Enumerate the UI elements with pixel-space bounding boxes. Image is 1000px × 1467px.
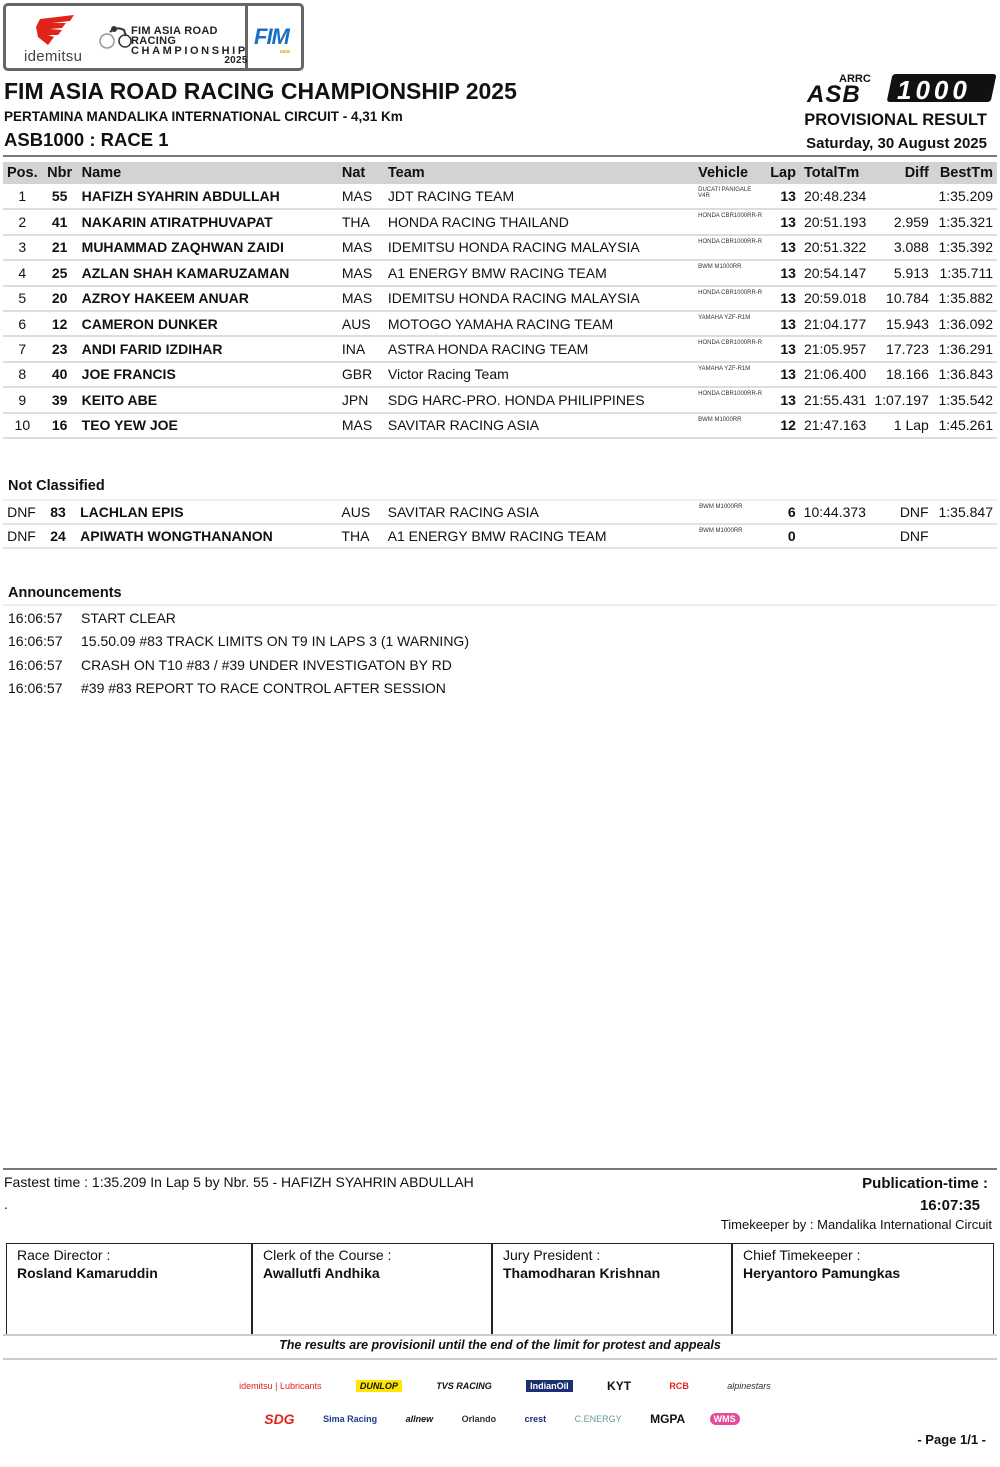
sponsor-logo: C.ENERGY xyxy=(574,1414,622,1424)
sponsor-logo: Sima Racing xyxy=(323,1414,378,1424)
nat-cell: GBR xyxy=(338,362,384,387)
disclaimer: The results are provisionil until the end of the limit for protest and appeals xyxy=(279,1338,721,1352)
footer-divider xyxy=(3,1168,997,1170)
totaltm-cell: 21:47.163 xyxy=(800,413,870,438)
vehicle-cell: HONDA CBR1000RR-R xyxy=(694,387,766,412)
team-cell: IDEMITSU HONDA RACING MALAYSIA xyxy=(384,286,694,311)
col-besttm: BestTm xyxy=(933,162,997,184)
announcements-title: Announcements xyxy=(8,585,122,601)
announcement-text: START CLEAR xyxy=(81,609,176,626)
official-role: Clerk of the Course : xyxy=(263,1247,392,1263)
nbr-cell: 25 xyxy=(42,260,78,285)
asb1000-logo xyxy=(805,72,999,104)
team-cell: SDG HARC-PRO. HONDA PHILIPPINES xyxy=(384,387,694,412)
diff-cell: 5.913 xyxy=(870,260,933,285)
col-lap: Lap xyxy=(766,162,800,184)
nbr-cell: 23 xyxy=(42,336,78,361)
nbr-cell: 55 xyxy=(42,184,78,209)
table-row xyxy=(3,387,997,412)
announcement-item xyxy=(3,606,997,630)
sponsor-row-2 xyxy=(250,1410,750,1428)
sponsor-logo: KYT xyxy=(607,1379,632,1393)
lap-cell: 13 xyxy=(766,184,800,209)
official-race-director xyxy=(6,1243,252,1336)
vehicle-cell: BWM M1000RR xyxy=(694,260,766,285)
arrc-line2: CHAMPIONSHIP xyxy=(131,45,248,57)
diff-cell: 1:07.197 xyxy=(870,387,933,412)
col-vehicle: Vehicle xyxy=(694,162,766,184)
table-row xyxy=(3,413,997,438)
announcement-text: CRASH ON T10 #83 / #39 UNDER INVESTIGATON BY RD xyxy=(81,656,452,673)
asb-arrc-text: ARRC xyxy=(839,73,871,85)
nbr-cell: 21 xyxy=(42,235,78,260)
results-header-row xyxy=(3,162,997,184)
team-cell: MOTOGO YAMAHA RACING TEAM xyxy=(384,311,694,336)
totaltm-cell xyxy=(800,524,871,548)
lap-cell: 0 xyxy=(768,524,800,548)
nat-cell: INA xyxy=(338,336,384,361)
totaltm-cell: 21:04.177 xyxy=(800,311,870,336)
nbr-cell: 83 xyxy=(40,500,76,524)
nbr-cell: 16 xyxy=(42,413,78,438)
name-cell: KEITO ABE xyxy=(78,387,338,412)
sponsor-logo: MGPA xyxy=(650,1412,686,1426)
col-totaltm: TotalTm xyxy=(800,162,870,184)
nat-cell: THA xyxy=(337,524,383,548)
totaltm-cell: 21:06.400 xyxy=(800,362,870,387)
fim-sub: asia xyxy=(280,49,290,55)
nat-cell: MAS xyxy=(338,260,384,285)
fim-logo xyxy=(248,6,301,68)
official-clerk xyxy=(252,1243,492,1336)
diff-cell: 18.166 xyxy=(870,362,933,387)
besttm-cell: 1:35.847 xyxy=(933,500,997,524)
lap-cell: 13 xyxy=(766,362,800,387)
disclaimer-bottom-divider xyxy=(3,1358,997,1360)
lap-cell: 13 xyxy=(766,209,800,234)
nat-cell: JPN xyxy=(338,387,384,412)
announcement-time: 16:06:57 xyxy=(8,633,63,650)
sponsor-logo: TVS RACING xyxy=(436,1381,492,1391)
vehicle-cell: YAMAHA YZF-R1M xyxy=(694,362,766,387)
vehicle-cell: BWM M1000RR xyxy=(695,500,767,524)
page-title: FIM ASIA ROAD RACING CHAMPIONSHIP 2025 xyxy=(4,78,517,104)
official-name: Awallutfi Andhika xyxy=(263,1265,380,1281)
race-title: ASB1000 : RACE 1 xyxy=(4,129,169,150)
vehicle-cell: BWM M1000RR xyxy=(694,413,766,438)
pos-cell: 6 xyxy=(3,311,42,336)
diff-cell: DNF xyxy=(870,500,932,524)
totaltm-cell: 21:05.957 xyxy=(800,336,870,361)
team-cell: A1 ENERGY BMW RACING TEAM xyxy=(384,260,694,285)
official-role: Race Director : xyxy=(17,1247,111,1263)
table-row xyxy=(3,235,997,260)
col-name: Name xyxy=(78,162,338,184)
motorcycle-rider-icon xyxy=(98,24,132,50)
totaltm-cell: 20:54.147 xyxy=(800,260,870,285)
nbr-cell: 40 xyxy=(42,362,78,387)
name-cell: AZROY HAKEEM ANUAR xyxy=(78,286,338,311)
asb-1000-text: 1000 xyxy=(897,75,971,104)
lap-cell: 6 xyxy=(768,500,800,524)
vehicle-cell: BWM M1000RR xyxy=(695,524,767,548)
circuit-name: PERTAMINA MANDALIKA INTERNATIONAL CIRCUIT - 4,31 Km xyxy=(4,109,403,124)
team-cell: A1 ENERGY BMW RACING TEAM xyxy=(384,524,696,548)
team-cell: Victor Racing Team xyxy=(384,362,694,387)
announcement-item xyxy=(3,653,997,677)
disclaimer-top-divider xyxy=(3,1334,997,1336)
besttm-cell: 1:45.261 xyxy=(933,413,997,438)
table-row xyxy=(3,286,997,311)
arrc-wordmark xyxy=(131,26,248,66)
vehicle-cell: HONDA CBR1000RR-R xyxy=(694,336,766,361)
official-role: Jury President : xyxy=(503,1247,601,1263)
lap-cell: 13 xyxy=(766,311,800,336)
lap-cell: 13 xyxy=(766,387,800,412)
col-team: Team xyxy=(384,162,694,184)
publication-time: 16:07:35 xyxy=(919,1197,980,1214)
sponsor-logo: idemitsu | Lubricants xyxy=(239,1381,322,1391)
nat-cell: AUS xyxy=(338,311,384,336)
lap-cell: 12 xyxy=(766,413,800,438)
pos-cell: 10 xyxy=(3,413,42,438)
announcement-time: 16:06:57 xyxy=(8,680,63,697)
officials-boxes xyxy=(6,1243,994,1336)
name-cell: AZLAN SHAH KAMARUZAMAN xyxy=(78,260,338,285)
fim-wordmark: FIM xyxy=(254,24,289,49)
team-cell: SAVITAR RACING ASIA xyxy=(384,413,694,438)
vehicle-cell: DUCATI PANIGALE V4R xyxy=(694,184,766,209)
col-pos: Pos. xyxy=(3,162,42,184)
team-cell: HONDA RACING THAILAND xyxy=(384,209,694,234)
lap-cell: 13 xyxy=(766,336,800,361)
pos-cell: 9 xyxy=(3,387,42,412)
pos-cell: 5 xyxy=(3,286,42,311)
results-table xyxy=(3,162,997,439)
announcements-list xyxy=(3,604,997,700)
announcement-text: #39 #83 REPORT TO RACE CONTROL AFTER SESSION xyxy=(81,680,446,697)
table-row xyxy=(3,524,997,548)
nbr-cell: 12 xyxy=(42,311,78,336)
name-cell: APIWATH WONGTHANANON xyxy=(76,524,337,548)
pos-cell: 7 xyxy=(3,336,42,361)
table-row xyxy=(3,209,997,234)
nat-cell: MAS xyxy=(338,413,384,438)
name-cell: TEO YEW JOE xyxy=(78,413,338,438)
name-cell: CAMERON DUNKER xyxy=(78,311,338,336)
sponsor-logo: Orlando xyxy=(461,1414,497,1424)
diff-cell: 1 Lap xyxy=(870,413,933,438)
lap-cell: 13 xyxy=(766,260,800,285)
vehicle-cell: HONDA CBR1000RR-R xyxy=(694,209,766,234)
diff-cell: 3.088 xyxy=(870,235,933,260)
diff-cell: 10.784 xyxy=(870,286,933,311)
sponsor-logo: WMS xyxy=(710,1413,740,1425)
official-role: Chief Timekeeper : xyxy=(743,1247,861,1263)
besttm-cell: 1:35.542 xyxy=(933,387,997,412)
besttm-cell xyxy=(933,524,997,548)
official-name: Thamodharan Krishnan xyxy=(503,1265,661,1281)
nbr-cell: 24 xyxy=(40,524,76,548)
pos-cell: DNF xyxy=(3,524,40,548)
sponsor-row-1 xyxy=(220,1378,790,1394)
sponsor-logo: alpinestars xyxy=(727,1381,771,1391)
lap-cell: 13 xyxy=(766,286,800,311)
besttm-cell: 1:36.092 xyxy=(933,311,997,336)
name-cell: MUHAMMAD ZAQHWAN ZAIDI xyxy=(78,235,338,260)
diff-cell: DNF xyxy=(870,524,932,548)
besttm-cell: 1:36.843 xyxy=(933,362,997,387)
totaltm-cell: 20:51.322 xyxy=(800,235,870,260)
nbr-cell: 41 xyxy=(42,209,78,234)
arrc-year: 2025 xyxy=(224,55,248,66)
not-classified-title: Not Classified xyxy=(8,478,105,494)
pos-cell: 3 xyxy=(3,235,42,260)
announcement-item xyxy=(3,677,997,701)
diff-cell: 15.943 xyxy=(870,311,933,336)
col-nbr: Nbr xyxy=(42,162,78,184)
sponsor-logo: SDG xyxy=(264,1411,295,1427)
asb-main-text: ASB xyxy=(807,81,861,104)
vehicle-cell: YAMAHA YZF-R1M xyxy=(694,311,766,336)
besttm-cell: 1:35.711 xyxy=(933,260,997,285)
name-cell: JOE FRANCIS xyxy=(78,362,338,387)
official-chief-timekeeper xyxy=(732,1243,994,1336)
diff-cell: 17.723 xyxy=(870,336,933,361)
official-name: Heryantoro Pamungkas xyxy=(743,1265,901,1281)
not-classified-table xyxy=(3,499,997,549)
team-cell: SAVITAR RACING ASIA xyxy=(384,500,696,524)
announcement-time: 16:06:57 xyxy=(8,609,63,626)
official-jury-president xyxy=(492,1243,732,1336)
vehicle-cell: HONDA CBR1000RR-R xyxy=(694,235,766,260)
besttm-cell: 1:35.209 xyxy=(933,184,997,209)
team-cell: ASTRA HONDA RACING TEAM xyxy=(384,336,694,361)
idemitsu-flame-icon xyxy=(34,15,76,45)
idemitsu-wordmark: idemitsu xyxy=(24,48,83,65)
page-number: - Page 1/1 - xyxy=(917,1432,986,1447)
besttm-cell: 1:35.321 xyxy=(933,209,997,234)
sponsor-logo: crest xyxy=(524,1414,547,1424)
name-cell: ANDI FARID IZDIHAR xyxy=(78,336,338,361)
sponsor-logo: IndianOil xyxy=(526,1380,573,1392)
nat-cell: AUS xyxy=(337,500,383,524)
nbr-cell: 20 xyxy=(42,286,78,311)
totaltm-cell: 20:48.234 xyxy=(800,184,870,209)
table-row xyxy=(3,500,997,524)
besttm-cell: 1:36.291 xyxy=(933,336,997,361)
col-nat: Nat xyxy=(338,162,384,184)
besttm-cell: 1:35.392 xyxy=(933,235,997,260)
sponsor-logo: DUNLOP xyxy=(356,1380,402,1392)
besttm-cell: 1:35.882 xyxy=(933,286,997,311)
sponsor-logo: allnew xyxy=(405,1414,434,1424)
official-name: Rosland Kamaruddin xyxy=(17,1265,158,1281)
fastest-time: Fastest time : 1:35.209 In Lap 5 by Nbr. 55 - HAFIZH SYAHRIN ABDULLAH xyxy=(4,1174,474,1190)
lap-cell: 13 xyxy=(766,235,800,260)
result-status: PROVISIONAL RESULT xyxy=(804,111,987,129)
footer-dot: . xyxy=(4,1196,8,1212)
totaltm-cell: 20:51.193 xyxy=(800,209,870,234)
pos-cell: 8 xyxy=(3,362,42,387)
arrc-line1: FIM ASIA ROAD RACING xyxy=(131,25,218,47)
vehicle-cell: HONDA CBR1000RR-R xyxy=(694,286,766,311)
team-cell: JDT RACING TEAM xyxy=(384,184,694,209)
team-cell: IDEMITSU HONDA RACING MALAYSIA xyxy=(384,235,694,260)
totaltm-cell: 20:59.018 xyxy=(800,286,870,311)
name-cell: LACHLAN EPIS xyxy=(76,500,337,524)
announcement-time: 16:06:57 xyxy=(8,656,63,673)
totaltm-cell: 10:44.373 xyxy=(800,500,871,524)
timekeeper: Timekeeper by : Mandalika International Circuit xyxy=(720,1217,992,1232)
table-row xyxy=(3,362,997,387)
announcement-text: 15.50.09 #83 TRACK LIMITS ON T9 IN LAPS 3 (1 WARNING) xyxy=(81,633,469,650)
idemitsu-arrc-logo xyxy=(6,6,248,68)
pos-cell: 4 xyxy=(3,260,42,285)
table-row xyxy=(3,260,997,285)
pos-cell: DNF xyxy=(3,500,40,524)
nbr-cell: 39 xyxy=(42,387,78,412)
header-divider xyxy=(3,155,997,157)
table-row xyxy=(3,311,997,336)
announcement-item xyxy=(3,630,997,654)
col-diff: Diff xyxy=(870,162,933,184)
table-row xyxy=(3,184,997,209)
header-logo-box xyxy=(3,3,304,71)
sponsor-logo: RCB xyxy=(669,1381,689,1391)
nat-cell: THA xyxy=(338,209,384,234)
diff-cell: 2.959 xyxy=(870,209,933,234)
pos-cell: 2 xyxy=(3,209,42,234)
name-cell: HAFIZH SYAHRIN ABDULLAH xyxy=(78,184,338,209)
table-row xyxy=(3,336,997,361)
nat-cell: MAS xyxy=(338,235,384,260)
nat-cell: MAS xyxy=(338,184,384,209)
pos-cell: 1 xyxy=(3,184,42,209)
name-cell: NAKARIN ATIRATPHUVAPAT xyxy=(78,209,338,234)
publication-label: Publication-time : xyxy=(862,1175,988,1192)
event-date: Saturday, 30 August 2025 xyxy=(806,135,987,152)
nat-cell: MAS xyxy=(338,286,384,311)
totaltm-cell: 21:55.431 xyxy=(800,387,870,412)
diff-cell xyxy=(870,184,933,209)
